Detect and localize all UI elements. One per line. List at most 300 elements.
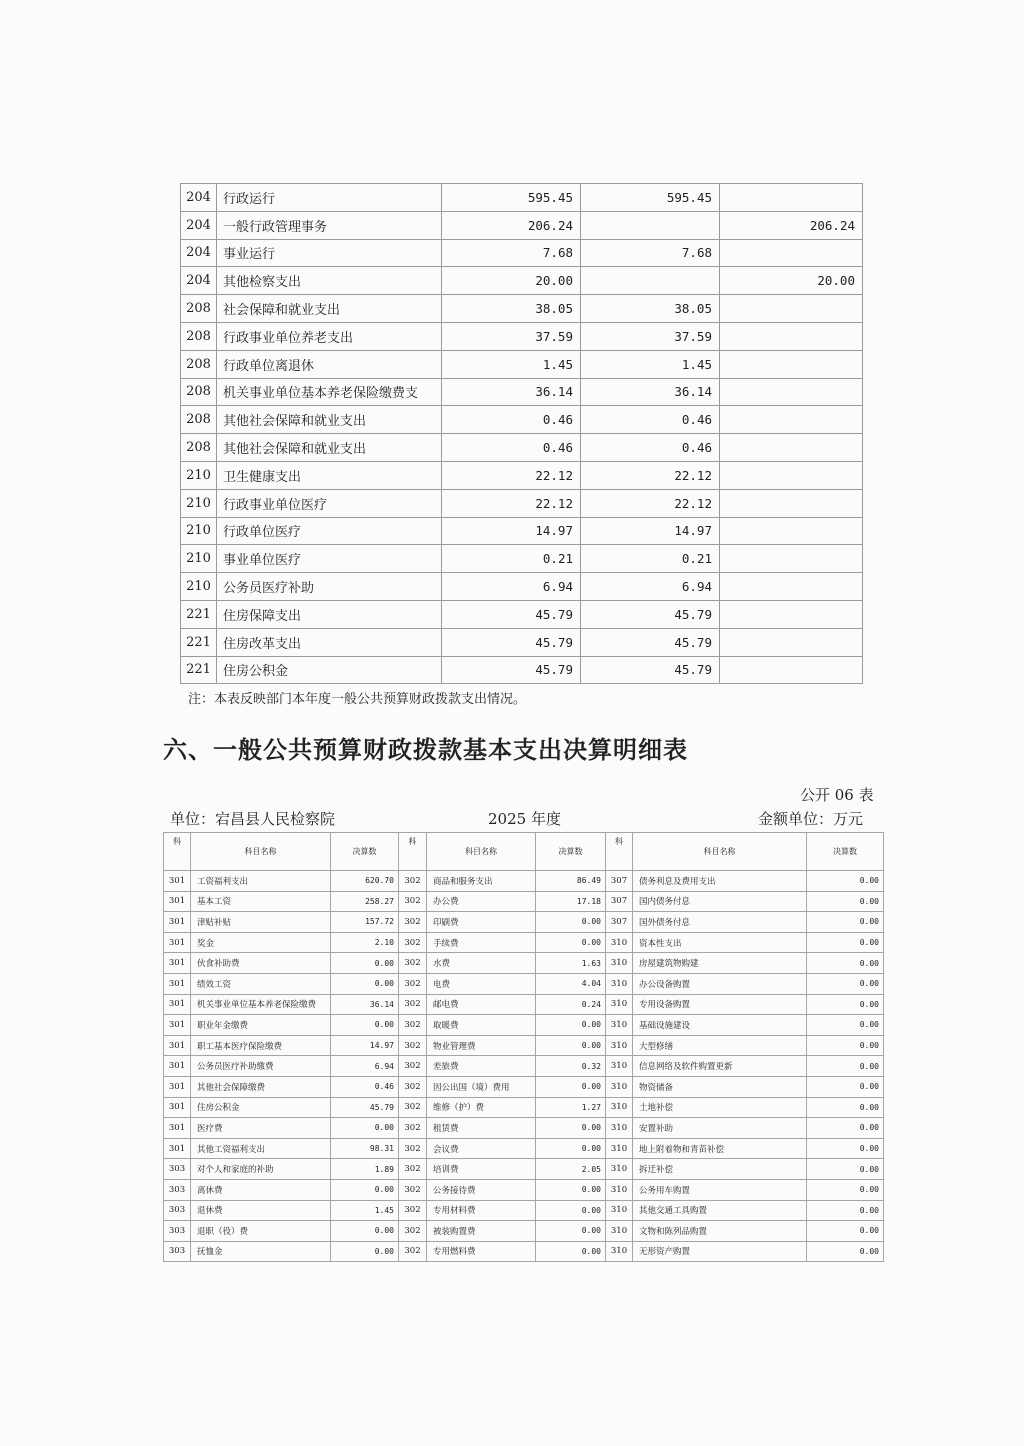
cell-name: 债务利息及费用支出 <box>633 871 807 892</box>
cell-name: 办公费 <box>427 891 536 912</box>
header-amount: 决算数 <box>807 833 884 871</box>
row-project <box>720 434 863 462</box>
cell-code: 302 <box>399 1221 427 1242</box>
row-code: 204 <box>181 184 217 212</box>
cell-amount: 0.00 <box>331 1118 399 1139</box>
cell-name: 医疗费 <box>191 1118 331 1139</box>
table-row <box>181 267 863 295</box>
cell-amount: 0.00 <box>536 912 606 933</box>
row-project <box>720 378 863 406</box>
cell-code: 307 <box>606 871 633 892</box>
cell-name: 大型修缮 <box>633 1035 807 1056</box>
cell-name: 抚恤金 <box>191 1241 331 1262</box>
cell-code: 302 <box>399 994 427 1015</box>
table-row <box>164 1097 884 1118</box>
row-project: 20.00 <box>720 267 863 295</box>
cell-name: 地上附着物和青苗补偿 <box>633 1138 807 1159</box>
cell-name: 伙食补助费 <box>191 953 331 974</box>
cell-name: 国内债务付息 <box>633 891 807 912</box>
row-name: 卫生健康支出 <box>217 461 442 489</box>
cell-code: 310 <box>606 1200 633 1221</box>
cell-name: 奖金 <box>191 932 331 953</box>
table-row <box>181 656 863 684</box>
table-row <box>164 1221 884 1242</box>
row-project <box>720 628 863 656</box>
cell-name: 退职（役）费 <box>191 1221 331 1242</box>
table-row <box>164 994 884 1015</box>
cell-name: 专用燃料费 <box>427 1241 536 1262</box>
cell-name: 工资福利支出 <box>191 871 331 892</box>
cell-code: 310 <box>606 1179 633 1200</box>
table-row <box>164 1179 884 1200</box>
cell-code: 302 <box>399 912 427 933</box>
cell-amount: 2.10 <box>331 932 399 953</box>
cell-code: 303 <box>164 1200 191 1221</box>
cell-amount: 45.79 <box>331 1097 399 1118</box>
cell-amount: 0.00 <box>536 1200 606 1221</box>
cell-amount: 0.00 <box>807 1097 884 1118</box>
cell-name: 绩效工资 <box>191 973 331 994</box>
cell-name: 公务用车购置 <box>633 1179 807 1200</box>
cell-name: 基础设施建设 <box>633 1015 807 1036</box>
row-total: 6.94 <box>442 573 581 601</box>
table-row <box>164 1118 884 1139</box>
row-name: 住房公积金 <box>217 656 442 684</box>
table-row <box>164 1056 884 1077</box>
cell-code: 303 <box>164 1159 191 1180</box>
cell-code: 301 <box>164 1035 191 1056</box>
cell-amount: 0.00 <box>807 891 884 912</box>
row-code: 204 <box>181 211 217 239</box>
cell-name: 退休费 <box>191 1200 331 1221</box>
row-project <box>720 573 863 601</box>
cell-amount: 17.18 <box>536 891 606 912</box>
row-basic: 0.21 <box>581 545 720 573</box>
cell-amount: 0.00 <box>331 973 399 994</box>
cell-name: 租赁费 <box>427 1118 536 1139</box>
row-basic: 22.12 <box>581 489 720 517</box>
cell-code: 302 <box>399 1035 427 1056</box>
row-total: 0.46 <box>442 434 581 462</box>
row-project <box>720 489 863 517</box>
row-basic: 7.68 <box>581 239 720 267</box>
cell-name: 其他交通工具购置 <box>633 1200 807 1221</box>
row-name: 行政单位离退休 <box>217 350 442 378</box>
cell-name: 机关事业单位基本养老保险缴费 <box>191 994 331 1015</box>
row-basic: 1.45 <box>581 350 720 378</box>
cell-name: 其他工资福利支出 <box>191 1138 331 1159</box>
row-total: 0.46 <box>442 406 581 434</box>
row-project <box>720 350 863 378</box>
cell-name: 被装购置费 <box>427 1221 536 1242</box>
row-total: 206.24 <box>442 211 581 239</box>
cell-code: 310 <box>606 1076 633 1097</box>
header-code: 科 <box>606 833 633 871</box>
cell-code: 302 <box>399 1179 427 1200</box>
detail-table-body <box>164 833 884 1262</box>
header-name: 科目名称 <box>427 833 536 871</box>
row-project <box>720 600 863 628</box>
row-total: 20.00 <box>442 267 581 295</box>
cell-amount: 0.00 <box>807 1076 884 1097</box>
header-code: 科 <box>399 833 427 871</box>
row-basic: 595.45 <box>581 184 720 212</box>
row-name: 机关事业单位基本养老保险缴费支 <box>217 378 442 406</box>
table-row <box>164 1138 884 1159</box>
table-row <box>164 1200 884 1221</box>
unit-label: 单位：宕昌县人民检察院 <box>170 810 336 828</box>
row-basic <box>581 211 720 239</box>
row-name: 公务员医疗补助 <box>217 573 442 601</box>
cell-amount: 98.31 <box>331 1138 399 1159</box>
cell-amount: 1.45 <box>331 1200 399 1221</box>
cell-code: 307 <box>606 891 633 912</box>
table-row <box>164 912 884 933</box>
table-row <box>164 891 884 912</box>
cell-code: 301 <box>164 994 191 1015</box>
cell-amount: 0.00 <box>331 1241 399 1262</box>
cell-name: 物业管理费 <box>427 1035 536 1056</box>
row-total: 595.45 <box>442 184 581 212</box>
cell-code: 310 <box>606 932 633 953</box>
row-code: 221 <box>181 600 217 628</box>
row-code: 208 <box>181 406 217 434</box>
row-name: 其他检察支出 <box>217 267 442 295</box>
row-code: 210 <box>181 545 217 573</box>
table-row <box>181 211 863 239</box>
cell-amount: 0.00 <box>807 1015 884 1036</box>
row-total: 45.79 <box>442 656 581 684</box>
cell-code: 307 <box>606 912 633 933</box>
header-name: 科目名称 <box>191 833 331 871</box>
row-name: 其他社会保障和就业支出 <box>217 434 442 462</box>
cell-code: 302 <box>399 1015 427 1036</box>
cell-code: 310 <box>606 1118 633 1139</box>
cell-amount: 0.00 <box>807 1200 884 1221</box>
cell-amount: 0.00 <box>536 1015 606 1036</box>
row-project <box>720 295 863 323</box>
cell-name: 专用设备购置 <box>633 994 807 1015</box>
cell-amount: 0.00 <box>536 1179 606 1200</box>
row-basic <box>581 267 720 295</box>
table-row <box>164 973 884 994</box>
cell-code: 302 <box>399 1138 427 1159</box>
year-label: 2025 年度 <box>488 810 561 828</box>
row-basic: 0.46 <box>581 434 720 462</box>
cell-amount: 0.00 <box>536 932 606 953</box>
row-project <box>720 656 863 684</box>
cell-code: 301 <box>164 1118 191 1139</box>
cell-code: 301 <box>164 891 191 912</box>
row-basic: 14.97 <box>581 517 720 545</box>
section-title: 六、一般公共预算财政拨款基本支出决算明细表 <box>163 736 688 764</box>
cell-code: 301 <box>164 871 191 892</box>
cell-name: 住房公积金 <box>191 1097 331 1118</box>
cell-amount: 0.00 <box>807 1118 884 1139</box>
cell-code: 303 <box>164 1221 191 1242</box>
table-note: 注：本表反映部门本年度一般公共预算财政拨款支出情况。 <box>188 692 527 707</box>
row-name: 其他社会保障和就业支出 <box>217 406 442 434</box>
row-code: 210 <box>181 573 217 601</box>
row-name: 住房保障支出 <box>217 600 442 628</box>
cell-code: 302 <box>399 1159 427 1180</box>
cell-name: 专用材料费 <box>427 1200 536 1221</box>
cell-name: 会议费 <box>427 1138 536 1159</box>
cell-code: 302 <box>399 1241 427 1262</box>
table-row <box>164 871 884 892</box>
cell-name: 无形资产购置 <box>633 1241 807 1262</box>
cell-code: 302 <box>399 953 427 974</box>
cell-code: 302 <box>399 932 427 953</box>
cell-amount: 0.00 <box>807 871 884 892</box>
row-basic: 38.05 <box>581 295 720 323</box>
cell-name: 津贴补贴 <box>191 912 331 933</box>
cell-amount: 0.32 <box>536 1056 606 1077</box>
cell-amount: 1.27 <box>536 1097 606 1118</box>
row-total: 38.05 <box>442 295 581 323</box>
table-row <box>181 406 863 434</box>
row-name: 行政事业单位养老支出 <box>217 322 442 350</box>
cell-name: 因公出国（境）费用 <box>427 1076 536 1097</box>
header-code: 科 <box>164 833 191 871</box>
row-basic: 0.46 <box>581 406 720 434</box>
cell-name: 电费 <box>427 973 536 994</box>
cell-amount: 0.00 <box>807 973 884 994</box>
cell-name: 对个人和家庭的补助 <box>191 1159 331 1180</box>
table-row <box>181 517 863 545</box>
cell-name: 手续费 <box>427 932 536 953</box>
table-row <box>164 1241 884 1262</box>
row-code: 204 <box>181 239 217 267</box>
cell-code: 310 <box>606 1138 633 1159</box>
row-code: 208 <box>181 322 217 350</box>
row-name: 行政事业单位医疗 <box>217 489 442 517</box>
cell-code: 301 <box>164 932 191 953</box>
cell-name: 土地补偿 <box>633 1097 807 1118</box>
row-code: 221 <box>181 656 217 684</box>
cell-code: 301 <box>164 1076 191 1097</box>
cell-amount: 86.49 <box>536 871 606 892</box>
cell-code: 301 <box>164 912 191 933</box>
row-project <box>720 322 863 350</box>
cell-code: 310 <box>606 1097 633 1118</box>
cell-amount: 0.00 <box>807 953 884 974</box>
cell-amount: 2.05 <box>536 1159 606 1180</box>
cell-amount: 1.89 <box>331 1159 399 1180</box>
header-name: 科目名称 <box>633 833 807 871</box>
table-row <box>181 573 863 601</box>
cell-name: 基本工资 <box>191 891 331 912</box>
cell-amount: 36.14 <box>331 994 399 1015</box>
cell-name: 商品和服务支出 <box>427 871 536 892</box>
row-total: 22.12 <box>442 461 581 489</box>
table-row <box>164 953 884 974</box>
row-name: 一般行政管理事务 <box>217 211 442 239</box>
cell-amount: 6.94 <box>331 1056 399 1077</box>
header-amount: 决算数 <box>536 833 606 871</box>
cell-code: 310 <box>606 1035 633 1056</box>
row-name: 行政单位医疗 <box>217 517 442 545</box>
table-row <box>181 461 863 489</box>
cell-amount: 0.00 <box>331 1179 399 1200</box>
cell-name: 资本性支出 <box>633 932 807 953</box>
row-total: 36.14 <box>442 378 581 406</box>
cell-name: 职工基本医疗保险缴费 <box>191 1035 331 1056</box>
row-code: 208 <box>181 378 217 406</box>
table-row <box>164 1015 884 1036</box>
row-project: 206.24 <box>720 211 863 239</box>
row-basic: 36.14 <box>581 378 720 406</box>
cell-name: 国外债务付息 <box>633 912 807 933</box>
row-code: 210 <box>181 461 217 489</box>
cell-code: 302 <box>399 1076 427 1097</box>
cell-name: 物资储备 <box>633 1076 807 1097</box>
cell-name: 离休费 <box>191 1179 331 1200</box>
cell-name: 其他社会保障缴费 <box>191 1076 331 1097</box>
cell-name: 办公设备购置 <box>633 973 807 994</box>
cell-amount: 0.00 <box>331 953 399 974</box>
header-row <box>164 833 884 871</box>
table-row <box>181 239 863 267</box>
cell-name: 公务员医疗补助缴费 <box>191 1056 331 1077</box>
cell-code: 310 <box>606 994 633 1015</box>
cell-amount: 0.00 <box>807 1241 884 1262</box>
cell-name: 职业年金缴费 <box>191 1015 331 1036</box>
row-name: 社会保障和就业支出 <box>217 295 442 323</box>
cell-amount: 0.00 <box>536 1035 606 1056</box>
cell-code: 303 <box>164 1241 191 1262</box>
row-basic: 22.12 <box>581 461 720 489</box>
table-row <box>181 545 863 573</box>
cell-name: 维修（护）费 <box>427 1097 536 1118</box>
table-row <box>181 378 863 406</box>
table-row <box>181 489 863 517</box>
table-row <box>181 434 863 462</box>
cell-code: 303 <box>164 1179 191 1200</box>
money-unit-label: 金额单位：万元 <box>758 810 864 828</box>
cell-code: 310 <box>606 953 633 974</box>
cell-amount: 0.00 <box>807 1159 884 1180</box>
table-row <box>164 1076 884 1097</box>
cell-name: 培训费 <box>427 1159 536 1180</box>
cell-code: 310 <box>606 1241 633 1262</box>
row-name: 行政运行 <box>217 184 442 212</box>
cell-code: 310 <box>606 1015 633 1036</box>
cell-amount: 0.46 <box>331 1076 399 1097</box>
cell-code: 310 <box>606 973 633 994</box>
cell-amount: 0.00 <box>536 1221 606 1242</box>
row-code: 208 <box>181 295 217 323</box>
row-project <box>720 461 863 489</box>
row-code: 204 <box>181 267 217 295</box>
cell-amount: 0.00 <box>331 1221 399 1242</box>
cell-code: 302 <box>399 1200 427 1221</box>
cell-name: 信息网络及软件购置更新 <box>633 1056 807 1077</box>
cell-amount: 0.00 <box>807 932 884 953</box>
header-amount: 决算数 <box>331 833 399 871</box>
cell-name: 印刷费 <box>427 912 536 933</box>
cell-code: 301 <box>164 1138 191 1159</box>
row-code: 210 <box>181 489 217 517</box>
basic-expenditure-detail-table <box>163 832 884 1262</box>
cell-code: 302 <box>399 1056 427 1077</box>
cell-amount: 157.72 <box>331 912 399 933</box>
row-name: 事业单位医疗 <box>217 545 442 573</box>
row-total: 7.68 <box>442 239 581 267</box>
cell-amount: 0.00 <box>807 1138 884 1159</box>
row-total: 37.59 <box>442 322 581 350</box>
row-name: 事业运行 <box>217 239 442 267</box>
cell-code: 302 <box>399 871 427 892</box>
table-row <box>164 1035 884 1056</box>
cell-code: 302 <box>399 1118 427 1139</box>
row-total: 14.97 <box>442 517 581 545</box>
cell-amount: 0.24 <box>536 994 606 1015</box>
cell-amount: 0.00 <box>807 994 884 1015</box>
cell-code: 301 <box>164 973 191 994</box>
row-project <box>720 406 863 434</box>
cell-amount: 620.70 <box>331 871 399 892</box>
expenditure-table <box>180 183 863 684</box>
cell-code: 301 <box>164 1015 191 1036</box>
row-basic: 6.94 <box>581 573 720 601</box>
cell-amount: 258.27 <box>331 891 399 912</box>
cell-amount: 1.63 <box>536 953 606 974</box>
row-basic: 37.59 <box>581 322 720 350</box>
table-row <box>181 322 863 350</box>
cell-name: 水费 <box>427 953 536 974</box>
cell-amount: 0.00 <box>536 1118 606 1139</box>
table-row <box>164 932 884 953</box>
cell-name: 公务接待费 <box>427 1179 536 1200</box>
cell-name: 房屋建筑物购建 <box>633 953 807 974</box>
cell-name: 邮电费 <box>427 994 536 1015</box>
cell-amount: 0.00 <box>807 1221 884 1242</box>
row-total: 22.12 <box>442 489 581 517</box>
cell-amount: 14.97 <box>331 1035 399 1056</box>
cell-amount: 0.00 <box>807 1056 884 1077</box>
cell-code: 301 <box>164 953 191 974</box>
cell-amount: 0.00 <box>807 1035 884 1056</box>
cell-code: 302 <box>399 1097 427 1118</box>
cell-code: 301 <box>164 1056 191 1077</box>
cell-amount: 4.04 <box>536 973 606 994</box>
row-basic: 45.79 <box>581 628 720 656</box>
row-total: 45.79 <box>442 628 581 656</box>
cell-amount: 0.00 <box>807 912 884 933</box>
cell-amount: 0.00 <box>331 1015 399 1036</box>
row-name: 住房改革支出 <box>217 628 442 656</box>
cell-code: 310 <box>606 1221 633 1242</box>
row-code: 208 <box>181 434 217 462</box>
cell-name: 安置补助 <box>633 1118 807 1139</box>
cell-amount: 0.00 <box>807 1179 884 1200</box>
row-project <box>720 184 863 212</box>
table-row <box>181 628 863 656</box>
cell-code: 302 <box>399 891 427 912</box>
cell-name: 文物和陈列品购置 <box>633 1221 807 1242</box>
expenditure-table-body <box>181 184 863 684</box>
cell-name: 差旅费 <box>427 1056 536 1077</box>
cell-code: 302 <box>399 973 427 994</box>
row-total: 45.79 <box>442 600 581 628</box>
row-code: 221 <box>181 628 217 656</box>
table-row <box>164 1159 884 1180</box>
table-row <box>181 295 863 323</box>
table-number: 公开 06 表 <box>800 786 874 804</box>
cell-code: 310 <box>606 1056 633 1077</box>
row-basic: 45.79 <box>581 600 720 628</box>
